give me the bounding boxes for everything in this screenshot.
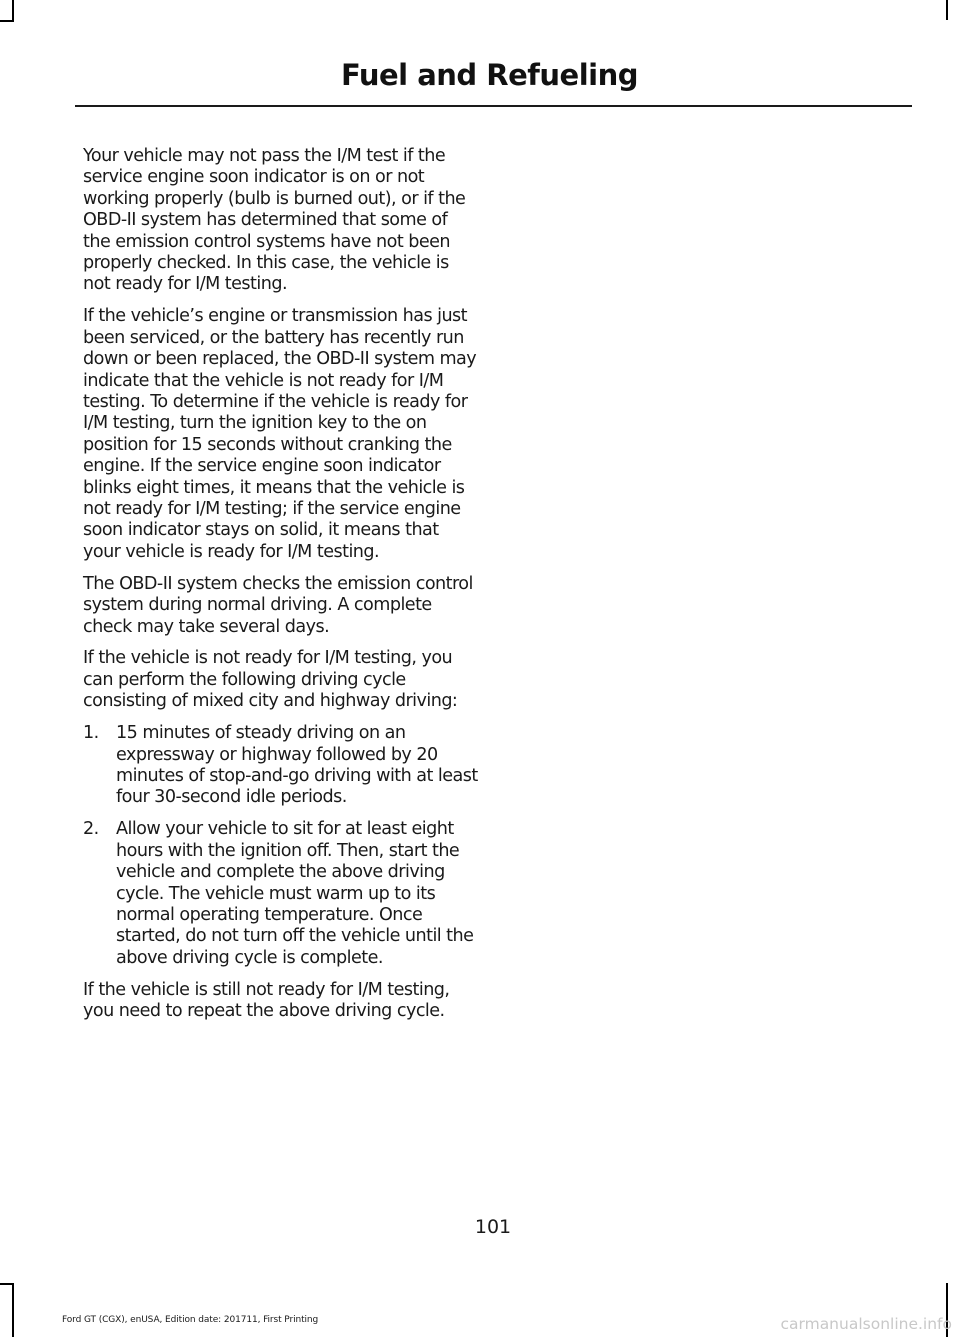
header-divider bbox=[75, 105, 912, 107]
step-text: 15 minutes of steady driving on an expressway or highway followed by 20 minutes of stop-and-go driving with at least four 30-second idle periods. bbox=[116, 723, 478, 808]
crop-mark-top-left-horizontal bbox=[0, 20, 14, 22]
crop-mark-top-left-vertical bbox=[12, 0, 14, 20]
paragraph: If the vehicle is still not ready for I/M testing, you need to repeat the above driving cycle. bbox=[83, 979, 450, 1022]
crop-mark-bottom-left-vertical bbox=[12, 1283, 14, 1337]
paragraph: If the vehicle’s engine or transmission has just been serviced, or the battery has recently run down or been replaced, the OBD-II system may indicate that the vehicle is not ready for I/M testing. To determine if the vehicle is ready for I/M testing, turn the ignition key to the on position for 15 seconds without cranking the engine. If the service engine soon indicator blinks eight times, it means that the vehicle is not ready for I/M testing; if the service engine soon indicator stays on solid, it means that your vehicle is ready for I/M testing. bbox=[83, 306, 477, 562]
page-title: Fuel and Refueling bbox=[340, 58, 638, 92]
body-text bbox=[83, 146, 478, 1033]
crop-mark-bottom-left-horizontal bbox=[0, 1283, 14, 1285]
watermark: carmanualsonline.info bbox=[780, 1315, 952, 1333]
paragraph: If the vehicle is not ready for I/M testing, you can perform the following driving cycle consisting of mixed city and highway driving: bbox=[83, 648, 458, 712]
driving-cycle-steps bbox=[83, 723, 478, 969]
footer-edition-info: Ford GT (CGX), enUSA, Edition date: 201711, First Printing bbox=[62, 1315, 319, 1325]
paragraph: Your vehicle may not pass the I/M test if the service engine soon indicator is on or not working properly (bulb is burned out), or if the OBD-II system has determined that some of the emission control systems have not been properly checked. In this case, the vehicle is not ready for I/M testing. bbox=[83, 146, 466, 295]
step-number: 2. bbox=[83, 819, 99, 840]
list-item bbox=[83, 723, 478, 809]
step-number: 1. bbox=[83, 723, 99, 744]
page-number: 101 bbox=[474, 1216, 512, 1238]
list-item bbox=[83, 819, 478, 969]
step-text: Allow your vehicle to sit for at least eight hours with the ignition off. Then, start the vehicle and complete the above driving cycle. The vehicle must warm up to its normal operating temperature. Once started, do not turn off the vehicle until the above driving cycle is complete. bbox=[116, 819, 474, 968]
paragraph: The OBD-II system checks the emission control system during normal driving. A complete check may take several days. bbox=[83, 573, 473, 637]
crop-mark-top-right bbox=[946, 0, 948, 20]
